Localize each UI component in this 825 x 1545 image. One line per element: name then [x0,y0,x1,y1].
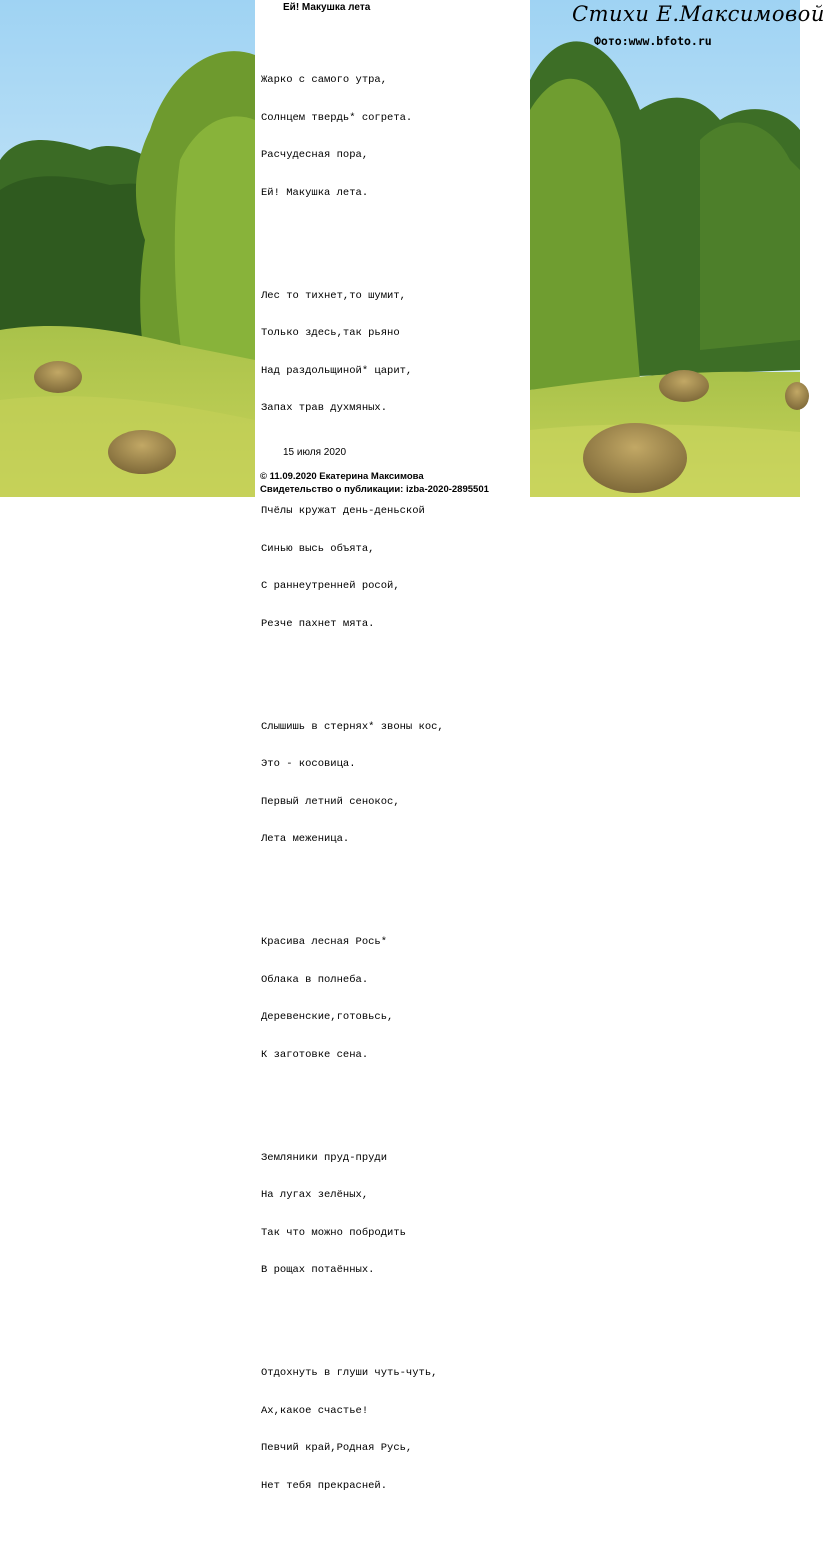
poem-line: Так что можно побродить [261,1226,406,1239]
poem-line: Синью высь объята, [261,542,375,555]
poem-line: Лес то тихнет,то шумит, [261,289,406,302]
poem-line: С раннеутренней росой, [261,580,400,592]
stanza [261,1127,444,1302]
haystack [785,382,809,410]
poem-line: Ах,какое счастье! [261,1404,369,1417]
poem-line: Над раздольщиной* царит, [261,364,413,377]
haystack [659,370,709,402]
poem-line: На лугах зелёных, [261,1189,369,1201]
poem-line: В рощах потаённых. [261,1264,375,1276]
poem-line: К заготовке сена. [261,1048,369,1061]
poem-line: Расчудесная пора, [261,149,369,161]
poem-line: Нет тебя прекрасней. [261,1479,388,1492]
poem-body [261,24,444,1545]
photo-credit: Фото:www.bfoto.ru [594,34,712,48]
poem-line: Красива лесная Рось* [261,936,388,948]
poem-line: Деревенские,готовьсь, [261,1011,394,1023]
poem-line: Запах трав духмяных. [261,402,388,414]
publication-certificate: Свидетельство о публикации: izba-2020-2895501 [260,484,489,495]
poem-line: Пчёлы кружат день-деньской [261,505,425,517]
poem-line: Слышишь в стернях* звоны кос, [261,720,444,733]
haystack [108,430,176,474]
poem-line: Жарко с самого утра, [261,74,388,86]
poem-line: Резче пахнет мята. [261,617,375,630]
poem-title: Ей! Макушка лета [283,2,371,13]
poem-line: Первый летний сенокос, [261,795,400,808]
poem-line: Облака в полнеба. [261,973,369,986]
poem-line: Это - косовица. [261,758,356,770]
stanza [261,265,444,440]
poem-line: Земляники пруд-пруди [261,1151,388,1164]
poem-line: Только здесь,так рьяно [261,327,400,339]
stanza [261,1342,444,1517]
stanza [261,49,444,224]
copyright-line: © 11.09.2020 Екатерина Максимова [260,471,424,482]
poem-line: Певчий край,Родная Русь, [261,1442,413,1454]
brand-signature: Стихи Е.Максимовой [572,2,825,26]
poem-line: Отдохнуть в глуши чуть-чуть, [261,1367,438,1379]
stanza [261,480,444,655]
stanza [261,911,444,1086]
poem-line: Солнцем твердь* согрета. [261,111,413,124]
haystack [583,423,687,493]
poem-line: Лета меженица. [261,833,350,845]
stanza [261,696,444,871]
poem-line: Ей! Макушка лета. [261,186,369,199]
haystack [34,361,82,393]
poem-date: 15 июля 2020 [283,447,347,458]
